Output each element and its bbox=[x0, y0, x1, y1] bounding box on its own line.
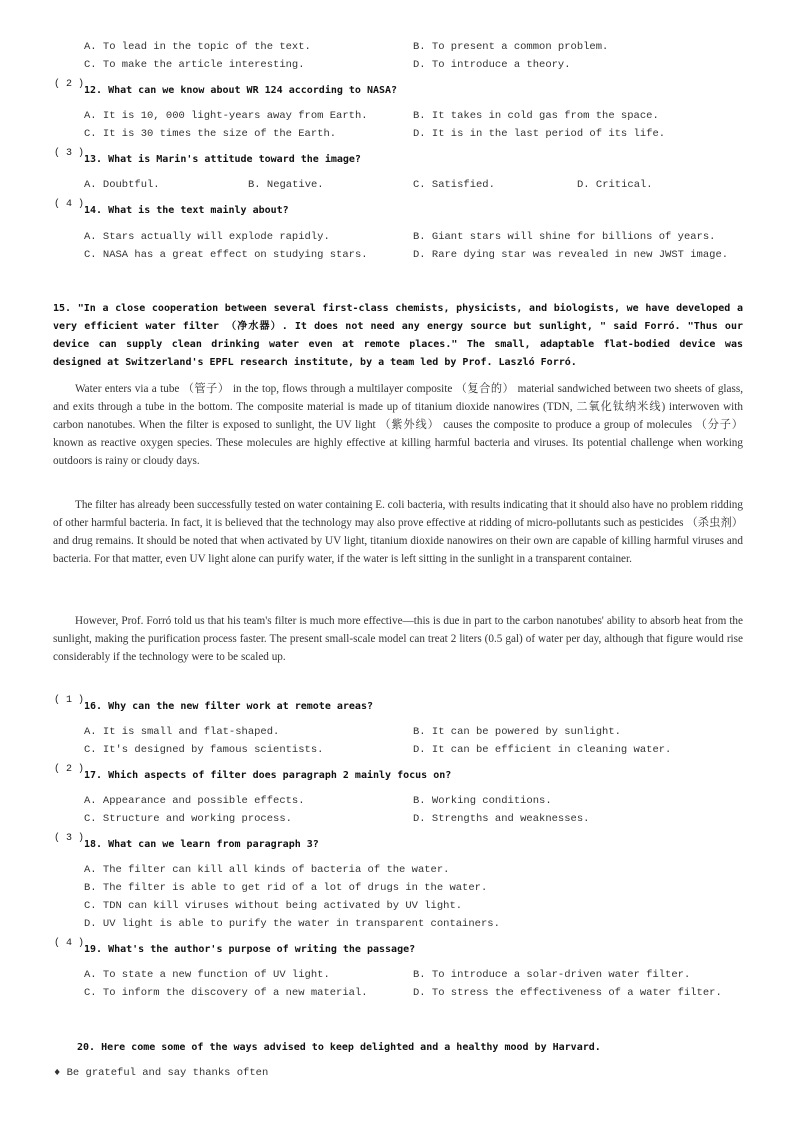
q19-option-a: A. To state a new function of UV light. bbox=[84, 969, 330, 981]
q12-option-a: A. It is 10, 000 light-years away from Earth. bbox=[84, 110, 368, 122]
q18-option-c: C. TDN can kill viruses without being activated by UV light. bbox=[84, 900, 463, 912]
q16-option-a: A. It is small and flat-shaped. bbox=[84, 726, 280, 738]
question-16-text: 16. Why can the new filter work at remote areas? bbox=[84, 701, 373, 712]
question-number: ( 4 ) bbox=[54, 938, 85, 949]
q14-option-a: A. Stars actually will explode rapidly. bbox=[84, 231, 330, 243]
passage-20-intro: 20. Here come some of the ways advised to keep delighted and a healthy mood by Harvard. bbox=[77, 1042, 601, 1053]
q12-option-b: B. It takes in cold gas from the space. bbox=[413, 110, 659, 122]
q19-option-b: B. To introduce a solar-driven water filter. bbox=[413, 969, 691, 981]
question-13-text: 13. What is Marin's attitude toward the image? bbox=[84, 154, 361, 165]
question-14-text: 14. What is the text mainly about? bbox=[84, 205, 289, 216]
passage-15-intro: 15. "In a close cooperation between several first-class chemists, physicists, and biologists, we have developed a very efficient water filter （净水器）. It does not need any energy source but sunlight, " said Forrό. "Thus our device can supply clean drinking water even at remote places." The small, adaptable flat-bodied device was designed at Switzerland's EPFL research institute, by a team led by Prof. Laszlό Forrό. bbox=[53, 303, 743, 368]
q13-option-b: B. Negative. bbox=[248, 179, 324, 191]
q17-option-c: C. Structure and working process. bbox=[84, 813, 292, 825]
question-number: ( 3 ) bbox=[54, 833, 85, 844]
q17-option-b: B. Working conditions. bbox=[413, 795, 552, 807]
question-19-text: 19. What's the author's purpose of writing the passage? bbox=[84, 944, 416, 955]
diamond-bullet-icon: ♦ bbox=[54, 1067, 61, 1079]
question-number: ( 1 ) bbox=[54, 695, 85, 706]
question-18-text: 18. What can we learn from paragraph 3? bbox=[84, 839, 319, 850]
q13-option-d: D. Critical. bbox=[577, 179, 653, 191]
q12-option-c: C. It is 30 times the size of the Earth. bbox=[84, 128, 337, 140]
q14-option-d: D. Rare dying star was revealed in new JWST image. bbox=[413, 249, 729, 261]
passage-15-paragraph-3: However, Prof. Forró told us that his team's filter is much more effective—this is due in part to the carbon nanotubes' ability to absorb heat from the sunlight, making the purification process faster. The present small-scale model can treat 2 liters (0.5 gal) of water per day, although that figure would rise considerably if the technology were to be scaled up. bbox=[53, 615, 743, 663]
q13-option-c: C. Satisfied. bbox=[413, 179, 495, 191]
q12-option-d: D. It is in the last period of its life. bbox=[413, 128, 666, 140]
q19-option-d: D. To stress the effectiveness of a water filter. bbox=[413, 987, 722, 999]
question-17-text: 17. Which aspects of filter does paragraph 2 mainly focus on? bbox=[84, 770, 452, 781]
question-12-text: 12. What can we know about WR 124 according to NASA? bbox=[84, 85, 398, 96]
q11-option-d: D. To introduce a theory. bbox=[413, 59, 571, 71]
q17-option-a: A. Appearance and possible effects. bbox=[84, 795, 305, 807]
list-item-text: Be grateful and say thanks often bbox=[66, 1067, 269, 1079]
q14-option-c: C. NASA has a great effect on studying stars. bbox=[84, 249, 368, 261]
list-item bbox=[54, 1067, 268, 1079]
question-number: ( 2 ) bbox=[54, 79, 85, 90]
passage-15-paragraph-2: The filter has already been successfully tested on water containing E. coli bacteria, with results indicating that it should also have no problem ridding of other harmful bacteria. In fact, it is believed that the technology may also prove effective at ridding of micro-pollutants such as pesticides （杀虫剂） and drug remains. It should be noted that when activated by UV light, titanium dioxide nanowires on their own are capable of killing harmful viruses and bacteria. For that matter, even UV light alone can purify water, if the water is left sitting in the sunlight in a transparent container. bbox=[53, 499, 743, 565]
q11-option-c: C. To make the article interesting. bbox=[84, 59, 305, 71]
q11-option-a: A. To lead in the topic of the text. bbox=[84, 41, 311, 53]
q16-option-b: B. It can be powered by sunlight. bbox=[413, 726, 621, 738]
q17-option-d: D. Strengths and weaknesses. bbox=[413, 813, 590, 825]
q19-option-c: C. To inform the discovery of a new material. bbox=[84, 987, 368, 999]
passage-15-paragraph-1: Water enters via a tube （管子） in the top, flows through a multilayer composite （复合的） material sandwiched between two sheets of glass, and exits through a tube in the bottom. The composite material is made up of titanium dioxide nanowires (TDN, 二氧化钛纳米线) interwoven with carbon nanotubes. When the filter is exposed to sunlight, the UV light （紫外线） causes the composite to produce a group of molecules （分子） known as reactive oxygen species. These molecules are highly effective at killing harmful bacteria and viruses. Its potential challenge when working outdoors is rainy or cloudy days. bbox=[53, 383, 743, 467]
q18-option-a: A. The filter can kill all kinds of bacteria of the water. bbox=[84, 864, 450, 876]
q16-option-c: C. It's designed by famous scientists. bbox=[84, 744, 324, 756]
question-number: ( 2 ) bbox=[54, 764, 85, 775]
question-number: ( 4 ) bbox=[54, 199, 85, 210]
q18-option-b: B. The filter is able to get rid of a lot of drugs in the water. bbox=[84, 882, 488, 894]
q16-option-d: D. It can be efficient in cleaning water. bbox=[413, 744, 672, 756]
q13-option-a: A. Doubtful. bbox=[84, 179, 160, 191]
q11-option-b: B. To present a common problem. bbox=[413, 41, 609, 53]
question-number: ( 3 ) bbox=[54, 148, 85, 159]
q18-option-d: D. UV light is able to purify the water in transparent containers. bbox=[84, 918, 500, 930]
q14-option-b: B. Giant stars will shine for billions of years. bbox=[413, 231, 716, 243]
